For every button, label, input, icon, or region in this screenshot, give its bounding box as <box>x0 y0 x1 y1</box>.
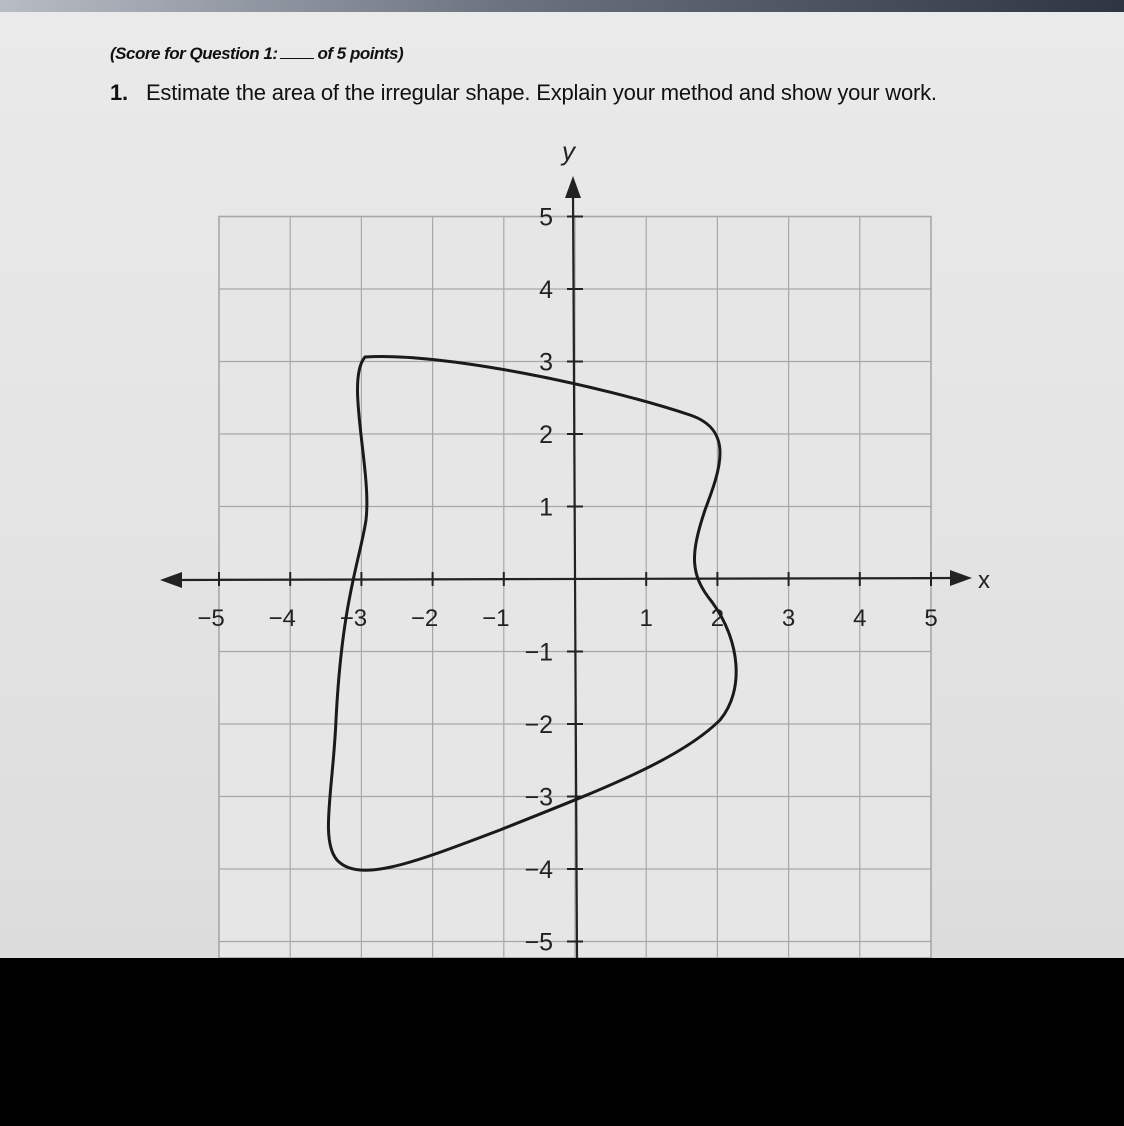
x-tick-label: 3 <box>781 605 796 632</box>
score-suffix: of 5 points) <box>317 44 404 63</box>
y-tick-label: −3 <box>524 783 553 812</box>
x-tick-label: −4 <box>268 605 296 632</box>
x-tick-label: 2 <box>710 605 725 632</box>
y-tick-label: 2 <box>539 421 553 449</box>
y-tick-label: 1 <box>539 493 553 522</box>
y-tick-label: −5 <box>524 928 553 957</box>
x-tick-label: −3 <box>339 605 368 632</box>
question-text: Estimate the area of the irregular shape. Explain your method and show your work. <box>145 80 937 105</box>
score-prefix: (Score for Question 1: <box>110 44 278 63</box>
x-tick-label: 1 <box>639 605 653 632</box>
y-tick-label: −1 <box>524 638 553 667</box>
x-axis-label: x <box>978 567 990 594</box>
y-axis-label: y <box>562 136 575 166</box>
x-tick-label: −5 <box>197 605 225 632</box>
black-bottom-area <box>0 958 1124 1126</box>
x-tick-label: −2 <box>410 605 439 632</box>
x-axis-arrow-right <box>950 570 972 586</box>
x-tick-label: 4 <box>853 605 867 632</box>
question-number: 1. <box>110 80 128 105</box>
y-tick-label: −4 <box>524 856 553 884</box>
x-tick-label: 5 <box>924 605 938 632</box>
y-axis-arrow-up <box>565 176 581 198</box>
y-tick-label: −2 <box>524 711 553 739</box>
y-tick-label: 3 <box>539 348 553 377</box>
y-tick-label: 4 <box>539 276 553 304</box>
x-axis-arrow-left <box>160 572 182 588</box>
y-tick-label: 5 <box>539 203 553 232</box>
x-tick-label: −1 <box>482 605 510 632</box>
